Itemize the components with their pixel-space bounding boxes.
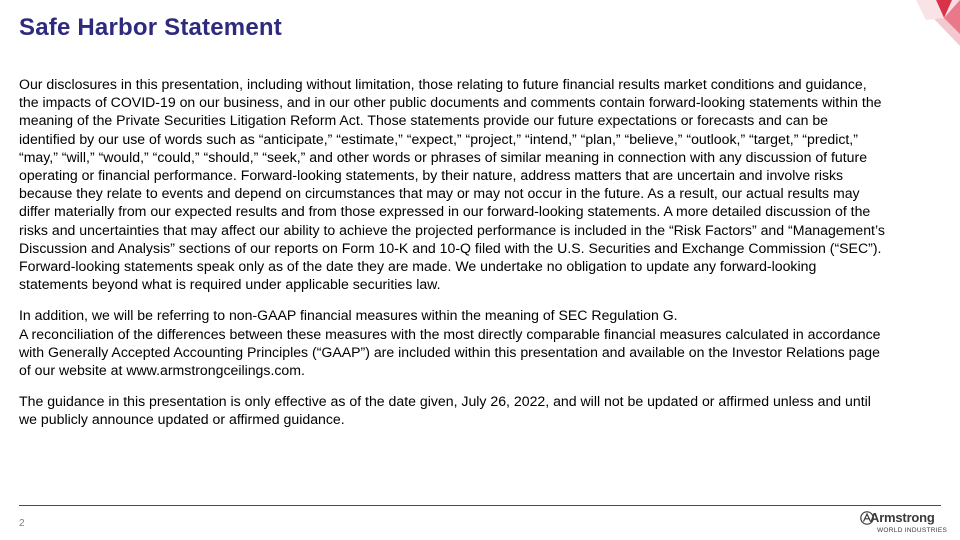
text-line: because they relate to events and depend on circumstances that may or may not occur in the future. As a result, our actual results may xyxy=(19,185,860,202)
text-line: operating or financial performance. Forward-looking statements, by their nature, address matters that are uncertain and involve risks xyxy=(19,167,844,184)
text-line: Forward-looking statements speak only as of the date they are made. We undertake no obligation to update any forward-looking xyxy=(19,258,817,275)
text-line: identified by our use of words such as “anticipate,” “estimate,” “expect,” “project,” “intend,” “plan,” “believe,” “outlook,” “target,” “predict,” xyxy=(19,130,858,147)
text-line: In addition, we will be referring to non-GAAP financial measures within the meaning of SEC Regulation G. xyxy=(19,307,678,324)
text-line: differ materially from our expected results and from those expressed in our forward-looking statements. A more detailed discussion of the xyxy=(19,203,871,220)
text-line: meaning of the Private Securities Litigation Reform Act. Those statements provide our future expectations or forecasts and can be xyxy=(19,112,829,129)
text-line: of our website at www.armstrongceilings.com. xyxy=(19,362,305,379)
text-line: Discussion and Analysis” sections of our reports on Form 10-K and 10-Q filed with the U.S. Securities and Exchange Commission (“SEC”). xyxy=(19,239,882,256)
slide-title: Safe Harbor Statement xyxy=(19,14,282,41)
text-line: risks and uncertainties that may affect our ability to achieve the projected performance is included in the “Risk Factors” and “Management’s xyxy=(19,221,885,238)
disclosure-body xyxy=(19,75,941,442)
logo-subtitle: WORLD INDUSTRIES xyxy=(877,527,948,534)
text-line: the impacts of COVID-19 on our business, and in our other public documents and comments contain forward-looking statements within the xyxy=(19,94,882,111)
text-line: A reconciliation of the differences between these measures with the most directly comparable financial measures calculated in accordance xyxy=(19,325,881,342)
page-number: 2 xyxy=(19,518,25,529)
corner-decoration xyxy=(908,0,960,50)
guidance-paragraph xyxy=(19,392,941,428)
forward-looking-paragraph xyxy=(19,75,941,293)
text-line: Our disclosures in this presentation, including without limitation, those relating to future financial results market conditions and guidance, xyxy=(19,76,867,92)
text-line: statements beyond what is required under applicable securities law. xyxy=(19,276,441,293)
text-line: we publicly announce updated or affirmed guidance. xyxy=(19,411,345,428)
non-gaap-paragraph xyxy=(19,306,941,379)
armstrong-logo xyxy=(860,510,948,538)
footer-divider xyxy=(19,505,941,506)
text-line: The guidance in this presentation is only effective as of the date given, July 26, 2022, and will not be updated or affirmed unless and until xyxy=(19,393,871,410)
text-line: “may,” “will,” “would,” “could,” “should,” “seek,” and other words or phrases of similar meaning in connection with any discussion of future xyxy=(19,148,868,165)
text-line: with Generally Accepted Accounting Principles (“GAAP”) are included within this presentation and available on the Investor Relations page xyxy=(19,343,880,360)
logo-wordmark: Armstrong xyxy=(870,510,935,525)
